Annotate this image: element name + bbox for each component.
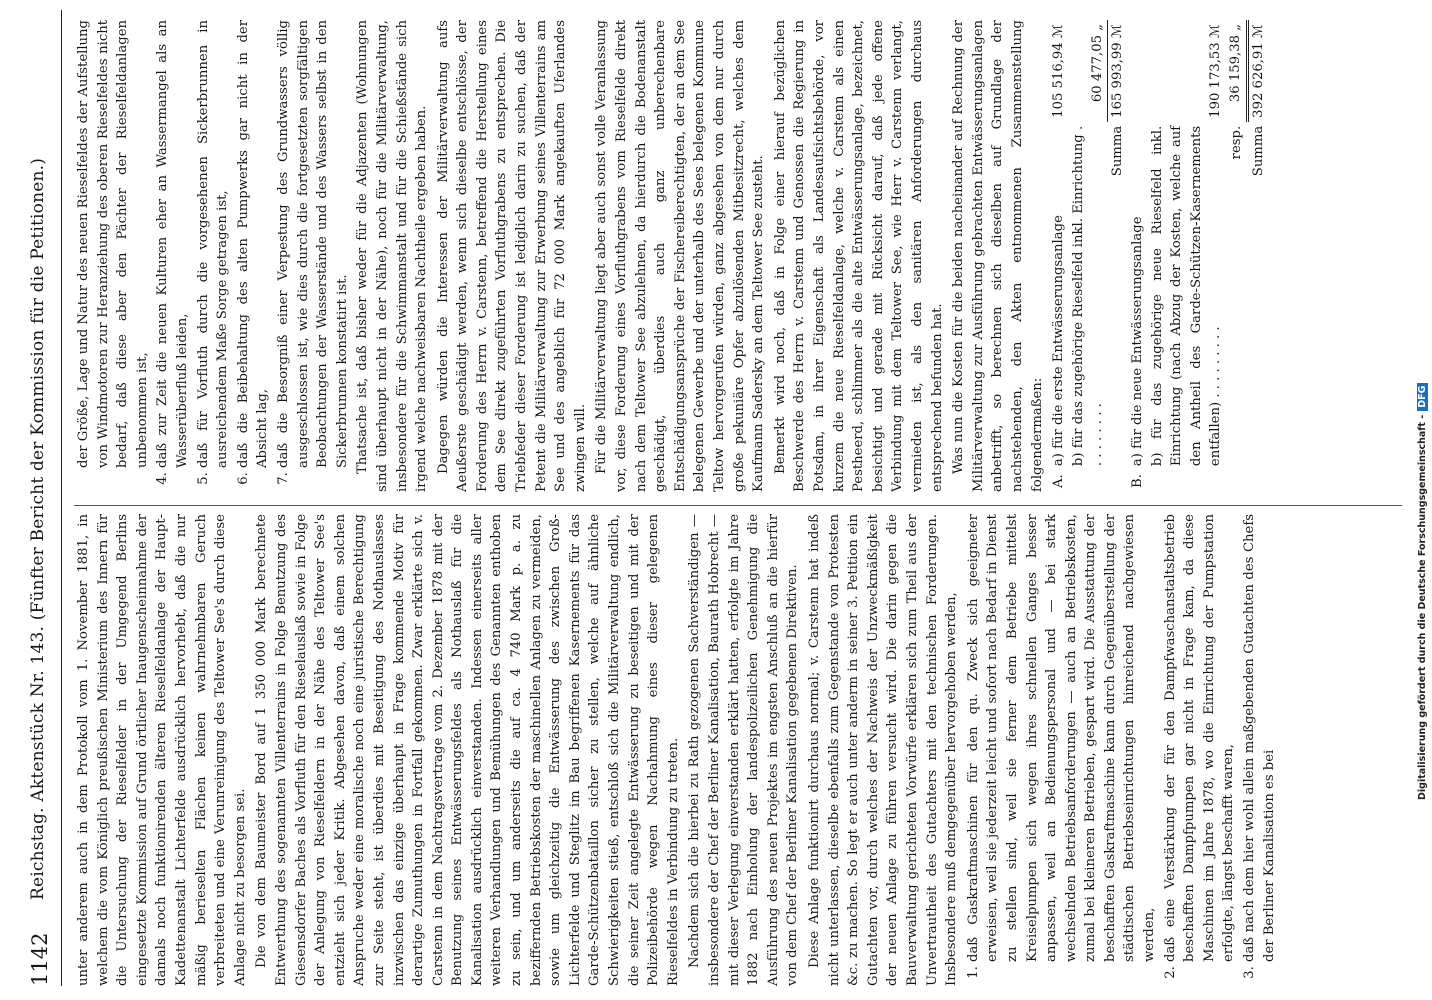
header-title: Reichstag. Aktenstück Nr. 143. (Fünfter Bericht der Kommission für die Petitionen.) [28,157,48,900]
cost-item-text: b) für das zugehörige neue Rieselfeld inkl. Einrichtung (nach Abzug der Kosten, welche auf den Antheil des Garde-Schützen-Kasernements entfallen) . . . . . . . . . [1149,125,1224,467]
numbered-list-continued [74,20,352,492]
list-item: 4. daß zur Zeit die neuen Kulturen eher an Wassermangel als an Wasserüberfluß leiden, [153,20,192,468]
paragraph: Die von dem Baumeister Bord auf 1 350 000 Mark berechnete Entwerthung des sogenannten Villenterrains in Folge Benutzung des Giesensdorfer Baches als Vorfluth für den Rieselauslaß sowie in Folge der Anlegung von Rieselfeldern in der Nähe des Teltower See's entzieht sich jeder Kritik. Abgesehen davon, daß einem solchen Anspruche weder eine moralische noch eine juristische Berechtigung zur Seite steht, ist überdies mit Beseitigung des Nothauslasses inzwischen das einzige überhaupt in Frage kommende Motiv für derartige Zumuthungen in Fortfall gekommen. Zwar erklärte sich v. Carstenn in dem Nachtragsvertrage vom 2. Dezember 1878 mit der Benutzung seines Entwässerungsfeldes als Nothauslaß für die Kanalisation ausdrücklich einverstanden. Indessen einerseits aller weiteren Verhandlungen und Bemühungen des Genannten enthoben zu sein, und um anderseits die auf ca. 4 740 Mark p. a. zu beziffernden Betriebskosten der maschinellen Anlagen zu vermeiden, sowie um gleichzeitig die Entwässerung des zwischen Groß-Lichterfelde und Steglitz im Bau begriffenen Kasernements für das Garde-Schützenbataillon sicher zu stellen, welche auf ähnliche Schwierigkeiten stieß, entschloß sich die Militärverwaltung endlich, die seiner Zeit angelegte Entwässerung zu beseitigen und mit der Polizeibehörde wegen Nachahmung eines dieser gelegenen Rieselfeldes in Verbindung zu treten. [254,514,681,986]
list-item: 2. daß eine Verstärkung der für den Dampfwaschanstaltsbetrieb beschafften Dampfpumpen gar nicht in Frage kam, da diese Maschinen im Jahre 1878, wo die Einrichtung der Pumpstation erfolgte, längst beschafft waren, [1161,514,1239,962]
section-label: A. [1051,474,1067,488]
left-column [74,514,1412,986]
header-rule [61,10,62,986]
paragraph: Bemerkt wird noch, daß in Folge einer hierauf bezüglichen Beschwerde des Herrn v. Carstenn und Genossen die Regierung in Potsdam, in ihrer Eigenschaft als Landesaufsichtsbehörde, vor kurzem die neue Rieselfeldanlage, welche v. Carstenn als einen Pestheerd, schlimmer als die alte Entwässerungsanlage, bezeichnet, besichtigt und gerade mit Rücksicht darauf, daß jede offene Verbindung mit dem Teltower See, wie Herr v. Carstenn verlangt, vermieden ist, als den sanitären Anforderungen durchaus entsprechend befunden hat. [772,20,945,492]
digitization-credit [1417,385,1428,800]
section-label: B. [1129,474,1145,488]
cost-item-text: a) für die neue Entwässerungsanlage [1129,216,1145,467]
sum-value: 165 993,99 ℳ [1108,20,1128,122]
paragraph: Für die Militärverwaltung liegt aber auch sonst volle Veranlassung vor, diese Forderung eines Vorfluthgrabens vom Rieselfelde direkt nach dem Teltower See abzulehnen, da hierdurch die Bodenanstalt geschädigt, überdies auch ganz unberechenbare Entschädigungsansprüche der Fischereiberechtigten, der an dem See belegenen Gewerbe und der unterhalb des Sees belegenen Kommune Teltow hervorgerufen würden, ganz abgesehen von dem nur durch große pekuniäre Opfer abzulösenden Mitbesitzrecht, welches dem Kaufmann Sadersky an dem Teltower See zusteht. [594,20,767,492]
cost-item-text: b) für das zugehörige Rieselfeld inkl. Einrichtung . . . . . . . . . [1070,125,1106,467]
list-item: 6. daß die Beibehaltung des alten Pumpwerks gar nicht in der Absicht lag, [234,20,273,468]
list-item: 7. daß die Besorgniß einer Verpestung des Grundwassers völlig ausgeschlossen ist, wie dies durch die fortgesetzten sorgfältigen Beobachtungen der Wasserstände und des Wassers selbst in den Sickerbrunnen konstatirt ist. [274,20,352,468]
paragraph: Thatsache ist, daß bisher weder für die Adjazenten (Wohnungen sind überhaupt nicht in der Nähe), noch für die Militärverwaltung, insbesondere für die Schwimmanstalt und für die Schießstände sich irgend welche nachweisbaren Nachtheile ergeben haben. [355,20,430,492]
list-item: 5. daß für Vorfluth durch die vorgesehenen Sickerbrunnen in ausreichendem Maße Sorge getragen ist, [194,20,233,468]
cost-table [1049,20,1268,492]
paragraph: Nachdem sich die hierbei zu Rath gezogenen Sachverständigen — insbesondere der Chef der Berliner Kanalisation, Baurath Hobrecht — mit dieser Verlegung einverstanden erklärt hatten, erfolgte im Jahre 1882 nach Einholung der landespolizeilichen Genehmigung die Ausführung des neuen Projektes im engsten Anschluß an die hierfür von dem Chef der Berliner Kanalisation gegebenen Direktiven. [687,514,801,986]
list-item: 1. daß Gaskraftmaschinen für den qu. Zweck sich geeigneter erweisen, weil sie jederzeit leicht und sofort nach Bedarf in Dienst zu stellen sind, weil sie ferner dem Betriebe mittelst Kreiselpumpen sich wegen ihres schnellen Ganges besser anpassen, weil an Bedienungspersonal und — bei stark wechselnden Betriebsanforderungen — auch an Betriebskosten, zumal bei kleineren Betrieben, gespart wird. Die Ausstattung der beschafften Gaskraftmaschine kann durch Gegenüberstellung der städtischen Betriebseinrichtungen hinreichend nachgewiesen werden, [964,514,1160,962]
paragraph: Diese Anlage funktionirt durchaus normal; v. Carstenn hat indeß nicht unterlassen, dieselbe ebenfalls zum Gegenstande von Protesten &c. zu machen. So legt er auch unter anderm in seiner 3. Petition ein Gutachten vor, durch welches der Nachweis der Unzweckmäßigkeit der neuen Anlage zu führen versucht wird. Die darin gegen die Bauverwaltung gerichteten Vorwürfe erklären sich zum Theil aus der Unvertrautheit des Gutachters mit den technischen Forderungen. Insbesondere muß demgegenüber hervorgehoben werden, [806,514,960,986]
resp-label: resp. [1229,125,1245,160]
cost-item-value: 105 516,94 ℳ [1051,24,1067,118]
right-column [74,20,1412,492]
cost-item-value: 60 477,05 „ [1089,24,1105,103]
digitization-note: Digitalisierung gefördert durch die Deutsche Forschungsgemeinschaft - [1417,414,1428,800]
cost-item-text: a) für die erste Entwässerungsanlage [1051,215,1067,467]
cost-item-value: 190 173,53 ℳ [1208,24,1224,118]
numbered-list [964,514,1280,986]
dfg-logo: DFG [1417,383,1428,411]
sum-value: 392 626,91 ℳ [1247,20,1268,122]
page-number: 1142 [28,932,52,986]
sum-label: Summa [1250,125,1266,177]
sum-label: Summa [1110,125,1126,177]
list-item: 3. daß nach dem hier wohl allein maßgebenden Gutachten des Chefs der Berliner Kanalisation es bei [1240,514,1279,962]
paragraph: Dagegen würden die Interessen der Militärverwaltung aufs Aeußerste geschädigt werden, wenn sich dieselbe entschlösse, der Forderung des Herrn v. Carstenn, betreffend die Herstellung eines dem See direkt zugeführten Vorfluthgrabens zu entsprechen. Die Triebfeder dieser Forderung ist lediglich darin zu suchen, daß der Petent die Militärverwaltung zur Erwerbung seines Villenterrains am See und des angeblich für 72 000 Mark angekauften Uferlandes zwingen will. [435,20,588,492]
paragraph: unter anderem auch in dem Protokoll vom 1. November 1881, in welchem die vom Königlich preußischen Ministerium des Innern für die Untersuchung der Rieselfelder in der Umgegend Berlins eingesetzte Kommission auf Grund örtlicher Inaugenscheinnahme der damals noch funktionirenden älteren Rieselfeldanlage der Haupt-Kadettenanstalt Lichterfelde ausdrücklich hervorhebt, daß die nur mäßig berieselten Flächen keinen wahrnehmbaren Geruch verbreiteten und eine Verunreinigung des Teltower See's durch diese Anlage nicht zu besorgen sei. [76,514,248,986]
list-item: der Größe, Lage und Natur des neuen Rieselfeldes der Aufstellung von Windmotoren zur Heranziehung des oberen Rieselfeldes nicht bedarf, daß diese aber den Pächter der Rieselfeldanlagen unbenommen ist, [76,20,150,468]
column-divider [74,505,1402,506]
cost-item-value: 36 159,38 „ [1227,24,1243,103]
running-header [18,10,62,986]
paragraph: Was nun die Kosten für die beiden nacheinander auf Rechnung der Militärverwaltung zur Ausführung gebrachten Entwässerungsanlagen anbetrifft, so berechnen sich dieselben auf Grundlage der nachstehenden, den Akten entnommenen Zusammenstellung folgendermaßen: [951,20,1045,492]
